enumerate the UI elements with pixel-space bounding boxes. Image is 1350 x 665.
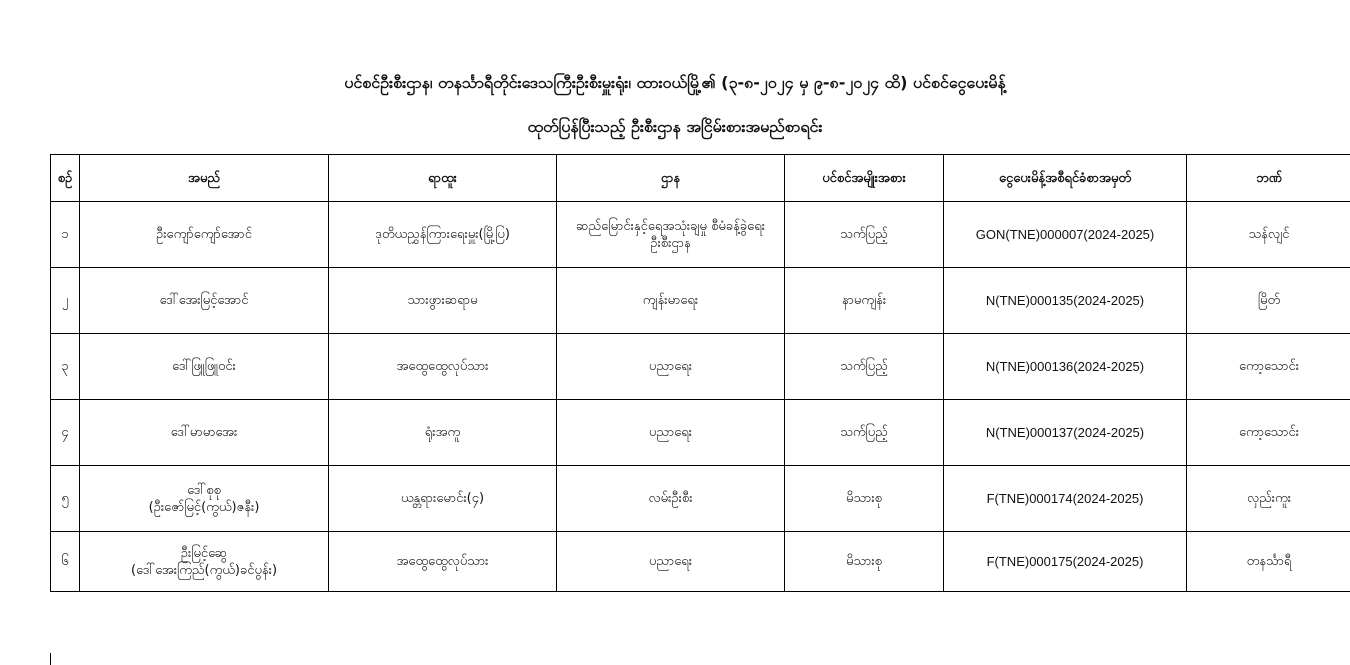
cell-no: ၅ (51, 466, 80, 532)
table-header-row (51, 155, 1350, 202)
cell-name (80, 334, 329, 400)
name-text: ဦးမြင့်ဆွေ (180, 545, 228, 561)
name-text: ဒေါ်အေးမြင့်အောင် (159, 293, 249, 308)
name-subtext: (ဒေါ်အေးကြည်(ကွယ်)ခင်ပွန်း) (130, 562, 278, 578)
cell-treasury: သန်လျင် (1187, 202, 1350, 268)
cell-no: ၃ (51, 334, 80, 400)
cell-rank: ယန္တရားမောင်း(၄) (329, 466, 557, 532)
cell-pension-type: နာမကျန်း (785, 268, 944, 334)
cell-rank: ဒုတိယညွှန်ကြားရေးမှူး(မြို့ပြ) (329, 202, 557, 268)
table-row (51, 334, 1350, 400)
cell-no: ၄ (51, 400, 80, 466)
cell-treasury: မြိတ် (1187, 268, 1350, 334)
cell-pension-type: သက်ပြည့် (785, 334, 944, 400)
column-header-department: ဌာန (557, 155, 785, 202)
name-text: ဦးကျော်ကျော်အောင် (156, 227, 252, 242)
cell-department: လမ်းဦးစီး (557, 466, 785, 532)
column-header-pension-type: ပင်စင်အမျိုးအစား (785, 155, 944, 202)
cell-order-no: GON(TNE)000007(2024-2025) (944, 202, 1187, 268)
cell-department: ပညာရေး (557, 532, 785, 592)
column-header-order-no: ငွေပေးမိန့်အစီရင်ခံစာအမှတ် (944, 155, 1187, 202)
name-text: ဒေါ်ဖြူဖြူဝင်း (172, 359, 236, 374)
name-subtext: (ဦးဇော်မြင့်(ကွယ်)ဇနီး) (148, 499, 260, 515)
table-row (51, 202, 1350, 268)
cell-department: ဆည်မြောင်းနှင့်ရေအသုံးချမှု စီမံခန့်ခွဲရေးဦးစီးဌာန (557, 202, 785, 268)
pension-list-table (50, 154, 1350, 592)
cell-order-no: N(TNE)000136(2024-2025) (944, 334, 1187, 400)
cell-no: ၂ (51, 268, 80, 334)
cell-name (80, 466, 329, 532)
cell-pension-type: မိသားစု (785, 466, 944, 532)
column-header-treasury: ဘဏ် (1187, 155, 1350, 202)
cell-name (80, 400, 329, 466)
column-header-name: အမည် (80, 155, 329, 202)
cell-no: ၆ (51, 532, 80, 592)
cell-rank: သားဖွားဆရာမ (329, 268, 557, 334)
cell-name (80, 532, 329, 592)
name-text: ဒေါ်မာမာအေး (170, 425, 238, 440)
cell-treasury: တနင်္သာရီ (1187, 532, 1350, 592)
cell-department: ပညာရေး (557, 334, 785, 400)
table-continuation-edge (50, 653, 1350, 665)
table-row (51, 400, 1350, 466)
cell-treasury: လှည်းကူး (1187, 466, 1350, 532)
column-header-no: စဉ် (51, 155, 80, 202)
table-row (51, 466, 1350, 532)
table-row (51, 268, 1350, 334)
cell-order-no: N(TNE)000137(2024-2025) (944, 400, 1187, 466)
document-title-line-2: ထုတ်ပြန်ပြီးသည့် ဦးစီးဌာန အငြိမ်းစားအမည်စာရင်း (527, 117, 823, 136)
cell-order-no: F(TNE)000175(2024-2025) (944, 532, 1187, 592)
cell-pension-type: သက်ပြည့် (785, 202, 944, 268)
cell-rank: အထွေထွေလုပ်သား (329, 532, 557, 592)
cell-rank: ရုံးအကူ (329, 400, 557, 466)
cell-treasury: ကော့သောင်း (1187, 334, 1350, 400)
cell-order-no: N(TNE)000135(2024-2025) (944, 268, 1187, 334)
cell-order-no: F(TNE)000174(2024-2025) (944, 466, 1187, 532)
cell-department: ပညာရေး (557, 400, 785, 466)
cell-name (80, 268, 329, 334)
cell-pension-type: မိသားစု (785, 532, 944, 592)
cell-treasury: ကော့သောင်း (1187, 400, 1350, 466)
cell-no: ၁ (51, 202, 80, 268)
document-title-line-1: ပင်စင်ဦးစီးဌာန၊ တနင်္သာရီတိုင်းဒေသကြီးဦးစီးမှူးရုံး၊ ထားဝယ်မြို့၏ (၃-၈-၂၀၂၄ မှ ၉-၈-၂၀၂၄ ထိ) ပင်စင်ငွေပေးမိန့် (344, 73, 1006, 92)
cell-pension-type: သက်ပြည့် (785, 400, 944, 466)
column-header-rank: ရာထူး (329, 155, 557, 202)
cell-department: ကျန်းမာရေး (557, 268, 785, 334)
cell-rank: အထွေထွေလုပ်သား (329, 334, 557, 400)
name-text: ဒေါ်စုစု (187, 482, 221, 498)
table-row (51, 532, 1350, 592)
cell-name (80, 202, 329, 268)
